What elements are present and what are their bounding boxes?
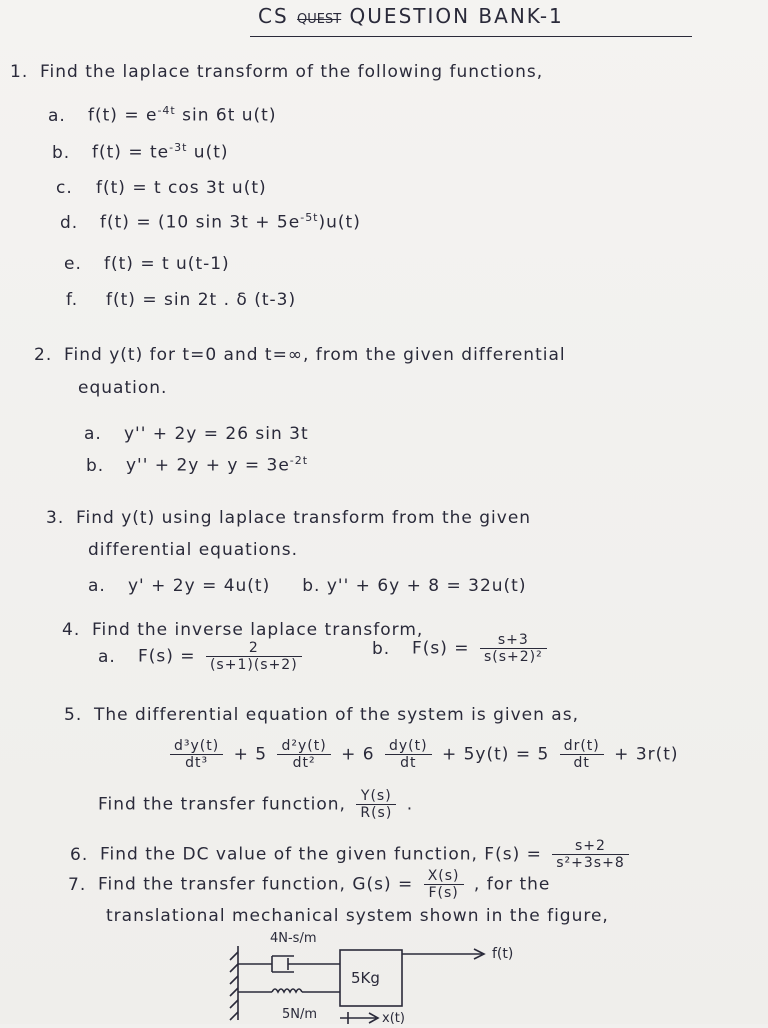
q1-part-d: d. f(t) = (10 $\sin 3t + 5e^{-5t})u(t)$ <box>60 211 361 233</box>
page-title: CS QUEST QUESTION BANK-1 <box>258 4 564 28</box>
struck-out-word: QUEST <box>297 12 342 27</box>
damper <box>238 956 340 972</box>
fraction: $\frac{X(s)}{F(s)}$ <box>424 868 464 901</box>
q1-part-a: a. $f(t) = e^{-4t}$ sin 6t u(t) <box>48 104 277 126</box>
spring-label: 5N/m <box>282 1007 318 1022</box>
fraction: $\frac{\text{d³y(t)}}{\text{dt³}}$ <box>170 738 223 771</box>
q4-part-a: a. F(s) = $\frac{2}{(s+1)(s+2)}$ <box>98 640 306 673</box>
fraction: $\frac{s+2}{\text{s²+3s+8}}$ <box>552 838 628 871</box>
fraction: $\frac{Y(s)}{R(s)}$ <box>356 788 396 821</box>
q4-part-b: b. F(s) = $\frac{s+3}{\text{s(s+2)²}}$ <box>372 632 551 665</box>
wall-hatching <box>230 952 238 1020</box>
question-6: 6. Find the DC value of the given function, F(s) = $\frac{s+2}{\text{s²+3s+8}}$ <box>70 838 633 871</box>
q1-part-f: f. f(t) = sin 2t . δ (t-3) <box>66 290 297 310</box>
q1-part-b: b. $f(t) = te^{-3t}$ u(t) <box>52 141 229 163</box>
displacement-arrow <box>340 1012 378 1024</box>
question-2: 2. Find y(t) for t=0 and t=∞, from the given differential <box>34 345 566 365</box>
mechanical-system-figure <box>220 928 540 1024</box>
question-4: 4. Find the inverse laplace transform, <box>62 620 424 640</box>
force-label: f(t) <box>492 946 514 962</box>
q5-equation: $\frac{\text{d³y(t)}}{\text{dt³}}$ + 5 $\frac{\text{d²y(t)}}{\text{dt²}}$ + 6 $\frac{dy(t)}{dt}$ + 5y(t) = 5 $\frac{dr(t)}{dt}$ + 3r(t) <box>166 738 679 771</box>
mechanical-system-diagram <box>220 928 540 1024</box>
q3-parts: a. y' + 2y = 4u(t) b. y'' + 6y + 8 = 32u(t) <box>88 576 527 596</box>
displacement-label: x(t) <box>382 1011 405 1024</box>
damper-label: 4N-s/m <box>270 931 317 946</box>
fraction: $\frac{\text{d²y(t)}}{\text{dt²}}$ <box>277 738 330 771</box>
fraction: $\frac{dy(t)}{dt}$ <box>385 738 432 771</box>
question-5: 5. The differential equation of the system is given as, <box>64 705 579 725</box>
fraction: $\frac{s+3}{\text{s(s+2)²}}$ <box>480 632 547 665</box>
q1-part-c: c. f(t) = t cos 3t u(t) <box>56 178 267 198</box>
spring <box>238 989 340 992</box>
mass-label: 5Kg <box>351 969 380 987</box>
fraction: $\frac{dr(t)}{dt}$ <box>560 738 604 771</box>
question-3: 3. Find y(t) using laplace transform from the given <box>46 508 532 528</box>
title-underline <box>250 36 692 37</box>
question-7: 7. Find the transfer function, G(s) = $\frac{X(s)}{F(s)}$ , for the <box>68 868 551 901</box>
q2-part-b: b. $y'' + 2y + y = 3e^{-2t}$ <box>86 454 309 476</box>
fraction: $\frac{2}{(s+1)(s+2)}$ <box>206 640 302 673</box>
question-7-continued: translational mechanical system shown in the figure, <box>106 906 609 926</box>
question-1: 1. Find the laplace transform of the following functions, <box>10 62 544 82</box>
question-3-continued: differential equations. <box>88 540 298 560</box>
force-arrow <box>402 949 484 959</box>
q2-part-a: a. y'' + 2y = 26 sin 3t <box>84 424 309 444</box>
q5-find: Find the transfer function, $\frac{Y(s)}{R(s)}$ . <box>98 788 414 821</box>
q1-part-e: e. f(t) = t u(t-1) <box>64 254 230 274</box>
question-2-continued: equation. <box>78 378 168 398</box>
